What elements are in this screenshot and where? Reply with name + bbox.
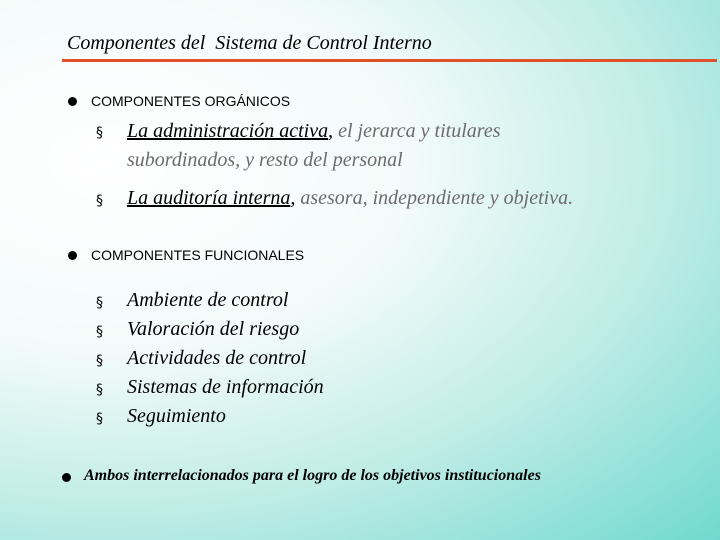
bullet-dot-icon [68,97,77,106]
section-sign-icon: § [96,193,103,209]
section-sign-icon: § [96,125,103,141]
organic-item-1-rest: el jerarca y titulares [333,120,501,142]
organic-item-2 [127,187,573,210]
organic-item-1-continuation: subordinados, y resto del personal [127,149,403,171]
functional-item-5: Seguimiento [127,405,226,427]
functional-item-3: Actividades de control [127,347,307,369]
section-sign-icon: § [96,353,103,369]
organic-item-1 [127,120,500,143]
organic-item-1-term: La administración activa [127,120,329,142]
organic-item-2-sep: , [290,187,296,209]
bullet-dot-icon [62,473,71,482]
functional-item-2: Valoración del riesgo [127,318,300,340]
section-sign-icon: § [96,411,103,427]
slide-title: Componentes del Sistema de Control Interno [67,32,432,54]
bullet-dot-icon [68,251,77,260]
organic-item-2-rest: asesora, independiente y objetiva. [295,187,574,209]
conclusion-text: Ambos interrelacionados para el logro de los objetivos institucionales [84,467,541,484]
title-underline [62,59,717,62]
functional-item-1: Ambiente de control [127,289,289,311]
section-sign-icon: § [96,324,103,340]
functional-item-4: Sistemas de información [127,376,324,398]
organic-item-2-term: La auditoría interna [127,187,291,209]
section-sign-icon: § [96,382,103,398]
section-heading-organic: COMPONENTES ORGÁNICOS [91,93,291,109]
section-heading-functional: COMPONENTES FUNCIONALES [91,247,305,263]
organic-item-1-sep: , [328,120,334,142]
section-sign-icon: § [96,295,103,311]
